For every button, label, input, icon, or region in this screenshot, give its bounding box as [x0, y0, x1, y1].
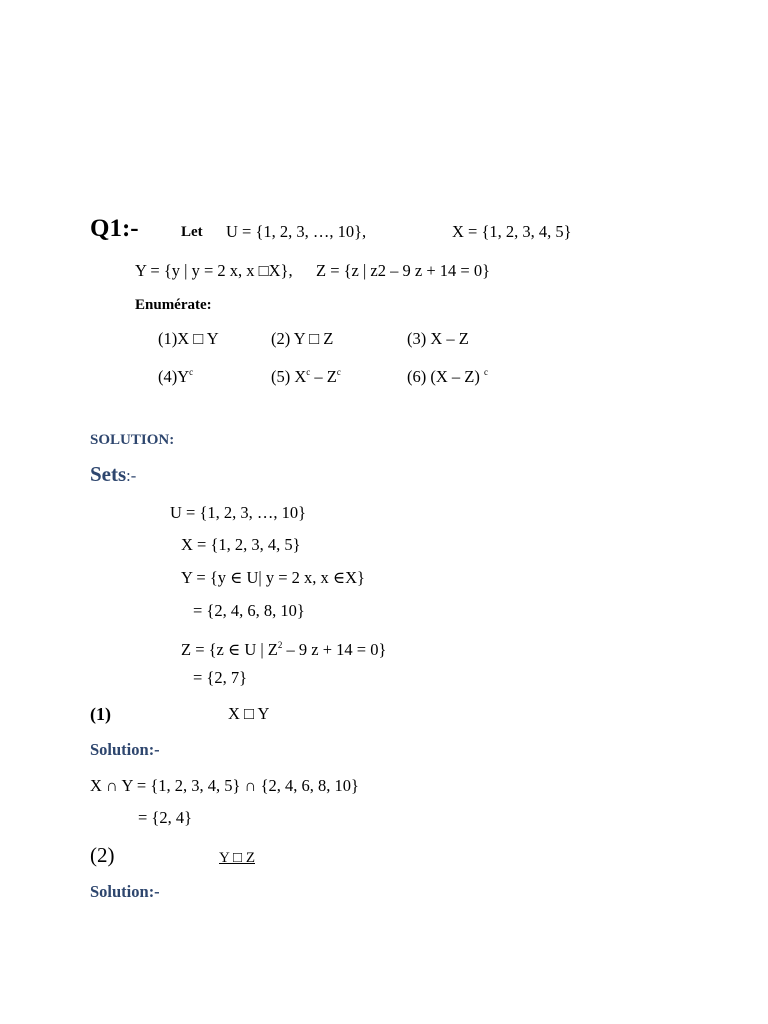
part-2-expression: Y □ Z [219, 850, 255, 866]
question-number: Q1:- [90, 215, 139, 242]
solution-heading: SOLUTION: [90, 432, 175, 448]
item-6 [407, 362, 488, 387]
sets-heading [90, 464, 136, 486]
item-6-text: (6) (X – Z) [407, 367, 480, 386]
item-3: (3) X – Z [407, 329, 469, 348]
item-4-text: (4)Y [158, 367, 190, 386]
item-2: (2) Y □ Z [271, 329, 334, 348]
solution-set-y-value: = {2, 4, 6, 8, 10} [193, 601, 305, 620]
item-4-superscript: c [189, 367, 194, 377]
sets-heading-text: Sets [90, 462, 127, 486]
item-1: (1)X □ Y [158, 329, 219, 348]
solution-set-u: U = {1, 2, 3, …, 10} [170, 503, 307, 522]
enumerate-label: Enumérate: [135, 297, 212, 313]
part-1-expression: X □ Y [228, 704, 270, 723]
part-1-intersection: X ∩ Y = {1, 2, 3, 4, 5} ∩ {2, 4, 6, 8, 10} [90, 776, 359, 795]
item-5-middle: – Z [310, 367, 337, 386]
item-5-superscript-x: c [306, 367, 311, 377]
part-2-label: (2) [90, 843, 115, 867]
solution-set-z-superscript: 2 [277, 640, 283, 650]
solution-set-z-pre: Z = {z ∈ U | Z [181, 640, 278, 659]
item-4 [158, 362, 193, 387]
part-1-label: (1) [90, 704, 111, 724]
item-5-text: (5) X [271, 367, 307, 386]
set-x-definition: X = {1, 2, 3, 4, 5} [452, 222, 572, 241]
part-2-solution-label: Solution:- [90, 882, 160, 901]
part-1-result: = {2, 4} [138, 808, 193, 827]
set-u-definition: U = {1, 2, 3, …, 10}, [226, 222, 367, 241]
solution-set-y: Y = {y ∈ U| y = 2 x, x ∈X} [181, 568, 365, 587]
solution-set-z-post: – 9 z + 14 = 0} [282, 640, 387, 659]
solution-set-z-value: = {2, 7} [193, 668, 248, 687]
item-5-superscript-z: c [336, 367, 341, 377]
solution-set-z [181, 635, 386, 660]
sets-heading-suffix: :- [126, 466, 137, 485]
solution-set-x: X = {1, 2, 3, 4, 5} [181, 535, 301, 554]
part-1-solution-label: Solution:- [90, 740, 160, 759]
set-z-definition: Z = {z | z2 – 9 z + 14 = 0} [316, 261, 490, 280]
set-y-definition: Y = {y | y = 2 x, x □X}, [135, 261, 293, 280]
let-label: Let [181, 224, 203, 240]
item-6-superscript: c [483, 367, 488, 377]
item-5 [271, 362, 341, 387]
